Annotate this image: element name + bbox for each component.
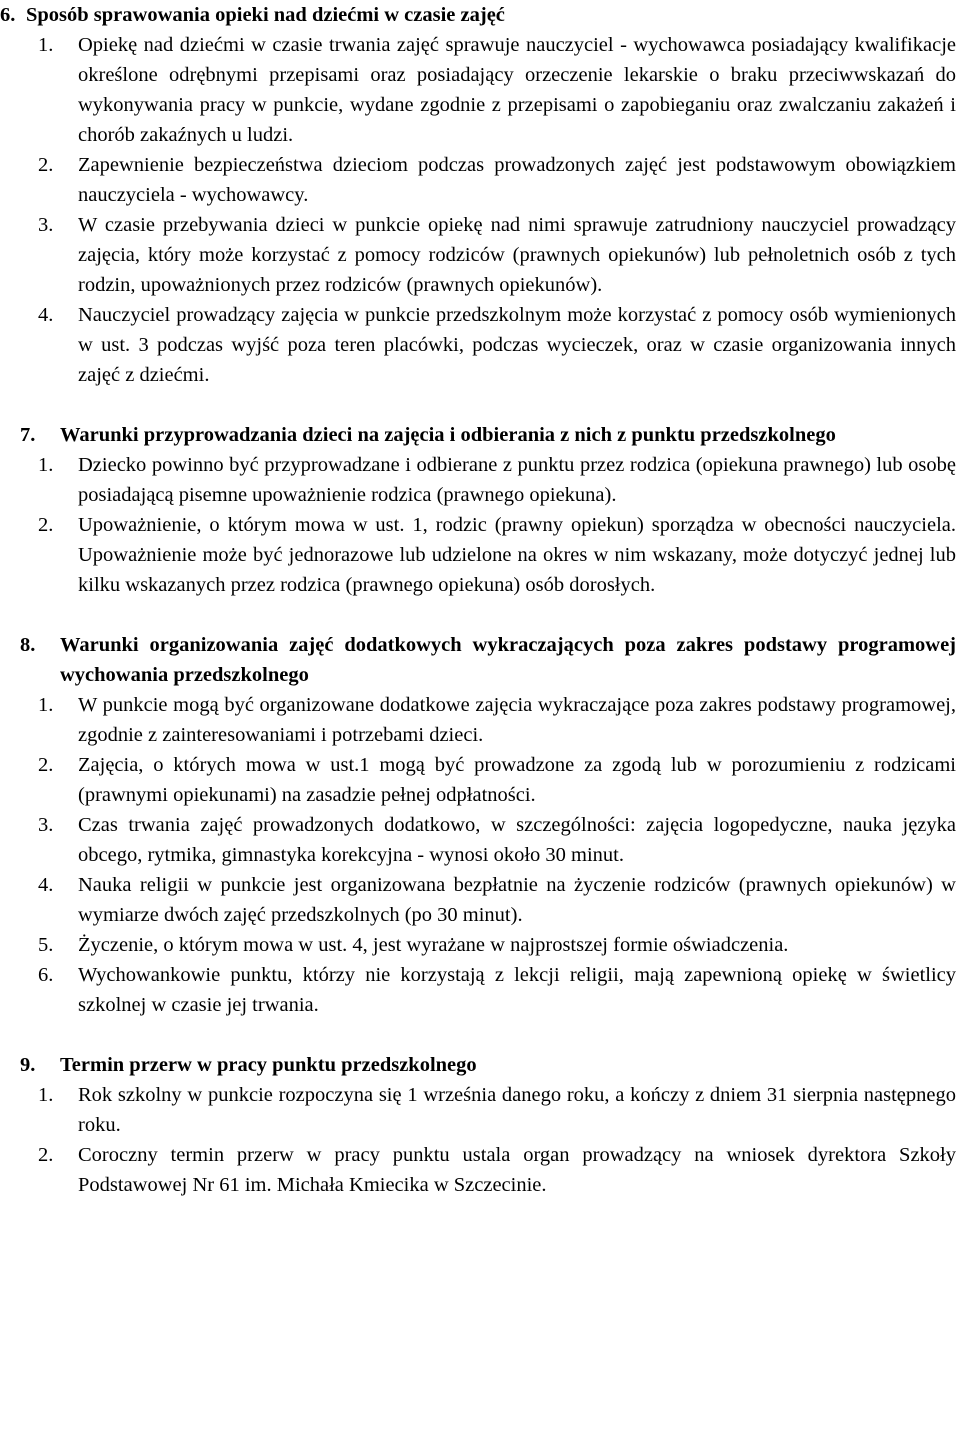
- item-text: W czasie przebywania dzieci w punkcie opiekę nad nimi sprawuje zatrudniony nauczyciel prowadzący zajęcia, który może korzystać z pomocy rodziców (prawnych opiekunów) lub pełnoletnich osób z tych rodzin, upoważnionych przez rodziców (prawnych opiekunów).: [78, 214, 956, 296]
- section-items: [0, 1080, 956, 1200]
- section-heading: [0, 0, 956, 30]
- list-item: [0, 510, 956, 600]
- section-number: 6.: [0, 4, 16, 26]
- item-text: Czas trwania zajęć prowadzonych dodatkowo, w szczególności: zajęcia logopedyczne, nauka języka obcego, rytmika, gimnastyka korekcyjna - wynosi około 30 minut.: [78, 814, 956, 866]
- list-item: [0, 450, 956, 510]
- list-item: [0, 960, 956, 1020]
- item-text: Wychowankowie punktu, którzy nie korzystają z lekcji religii, mają zapewnioną opiekę w świetlicy szkolnej w czasie jej trwania.: [78, 964, 956, 1016]
- item-number: 1.: [38, 454, 54, 476]
- item-number: 4.: [38, 874, 54, 896]
- list-item: [0, 810, 956, 870]
- list-item: [0, 150, 956, 210]
- section-number: 8.: [20, 634, 36, 656]
- item-text: Życzenie, o którym mowa w ust. 4, jest wyrażane w najprostszej formie oświadczenia.: [78, 934, 789, 956]
- section-items: [0, 690, 956, 1020]
- item-text: Dziecko powinno być przyprowadzane i odbierane z punktu przez rodzica (opiekuna prawnego) lub osobę posiadającą pisemne upoważnienie rodzica (prawnego opiekuna).: [78, 454, 956, 506]
- list-item: [0, 690, 956, 750]
- item-number: 1.: [38, 1084, 54, 1106]
- item-text: Rok szkolny w punkcie rozpoczyna się 1 września danego roku, a kończy z dniem 31 sierpnia następnego roku.: [78, 1084, 956, 1136]
- section-title: Warunki organizowania zajęć dodatkowych wykraczających poza zakres podstawy programowej wychowania przedszkolnego: [60, 634, 956, 686]
- section-9: [0, 1050, 956, 1200]
- item-number: 5.: [38, 934, 54, 956]
- item-number: 2.: [38, 754, 54, 776]
- item-number: 3.: [38, 214, 54, 236]
- item-number: 4.: [38, 304, 54, 326]
- item-number: 3.: [38, 814, 54, 836]
- section-items: [0, 30, 956, 390]
- item-text: Coroczny termin przerw w pracy punktu ustala organ prowadzący na wniosek dyrektora Szkoły Podstawowej Nr 61 im. Michała Kmiecika w Szczecinie.: [78, 1144, 956, 1196]
- item-number: 1.: [38, 694, 54, 716]
- section-title: Warunki przyprowadzania dzieci na zajęcia i odbierania z nich z punktu przedszkolnego: [60, 424, 836, 446]
- item-number: 2.: [38, 514, 54, 536]
- list-item: [0, 1080, 956, 1140]
- item-text: Zajęcia, o których mowa w ust.1 mogą być prowadzone za zgodą lub w porozumieniu z rodzicami (prawnymi opiekunami) na zasadzie pełnej odpłatności.: [78, 754, 956, 806]
- item-number: 6.: [38, 964, 54, 986]
- section-heading: [0, 1050, 956, 1080]
- item-number: 2.: [38, 154, 54, 176]
- list-item: [0, 30, 956, 150]
- section-gap: [0, 1020, 956, 1050]
- section-title: Sposób sprawowania opieki nad dziećmi w czasie zajęć: [26, 4, 505, 26]
- list-item: [0, 870, 956, 930]
- section-7: [0, 420, 956, 600]
- section-8: [0, 630, 956, 1020]
- section-gap: [0, 390, 956, 420]
- item-text: Nauka religii w punkcie jest organizowana bezpłatnie na życzenie rodziców (prawnych opiekunów) w wymiarze dwóch zajęć przedszkolnych (po 30 minut).: [78, 874, 956, 926]
- item-text: Nauczyciel prowadzący zajęcia w punkcie przedszkolnym może korzystać z pomocy osób wymienionych w ust. 3 podczas wyjść poza teren placówki, podczas wycieczek, oraz w czasie organizowania innych zajęć z dziećmi.: [78, 304, 956, 386]
- item-text: Upoważnienie, o którym mowa w ust. 1, rodzic (prawny opiekun) sporządza w obecności nauczyciela. Upoważnienie może być jednorazowe lub udzielone na okres w nim wskazany, może dotyczyć jednej lub kilku wskazanych przez rodzica (prawnego opiekuna) osób dorosłych.: [78, 514, 956, 596]
- list-item: [0, 750, 956, 810]
- section-6: [0, 0, 956, 390]
- section-number: 9.: [20, 1054, 36, 1076]
- section-heading: [0, 420, 956, 450]
- list-item: [0, 1140, 956, 1200]
- item-text: W punkcie mogą być organizowane dodatkowe zajęcia wykraczające poza zakres podstawy programowej, zgodnie z zainteresowaniami i potrzebami dzieci.: [78, 694, 956, 746]
- section-items: [0, 450, 956, 600]
- list-item: [0, 930, 956, 960]
- section-number: 7.: [20, 424, 36, 446]
- section-heading: [0, 630, 956, 690]
- item-text: Zapewnienie bezpieczeństwa dzieciom podczas prowadzonych zajęć jest podstawowym obowiązkiem nauczyciela - wychowawcy.: [78, 154, 956, 206]
- list-item: [0, 210, 956, 300]
- item-number: 1.: [38, 34, 54, 56]
- section-title: Termin przerw w pracy punktu przedszkolnego: [60, 1054, 477, 1076]
- item-number: 2.: [38, 1144, 54, 1166]
- section-gap: [0, 600, 956, 630]
- item-text: Opiekę nad dziećmi w czasie trwania zajęć sprawuje nauczyciel - wychowawca posiadający kwalifikacje określone odrębnymi przepisami oraz posiadający orzeczenie lekarskie o braku przeciwwskazań do wykonywania pracy w punkcie, wydane zgodnie z przepisami o zapobieganiu oraz zwalczaniu zakażeń i chorób zakaźnych u ludzi.: [78, 34, 956, 146]
- list-item: [0, 300, 956, 390]
